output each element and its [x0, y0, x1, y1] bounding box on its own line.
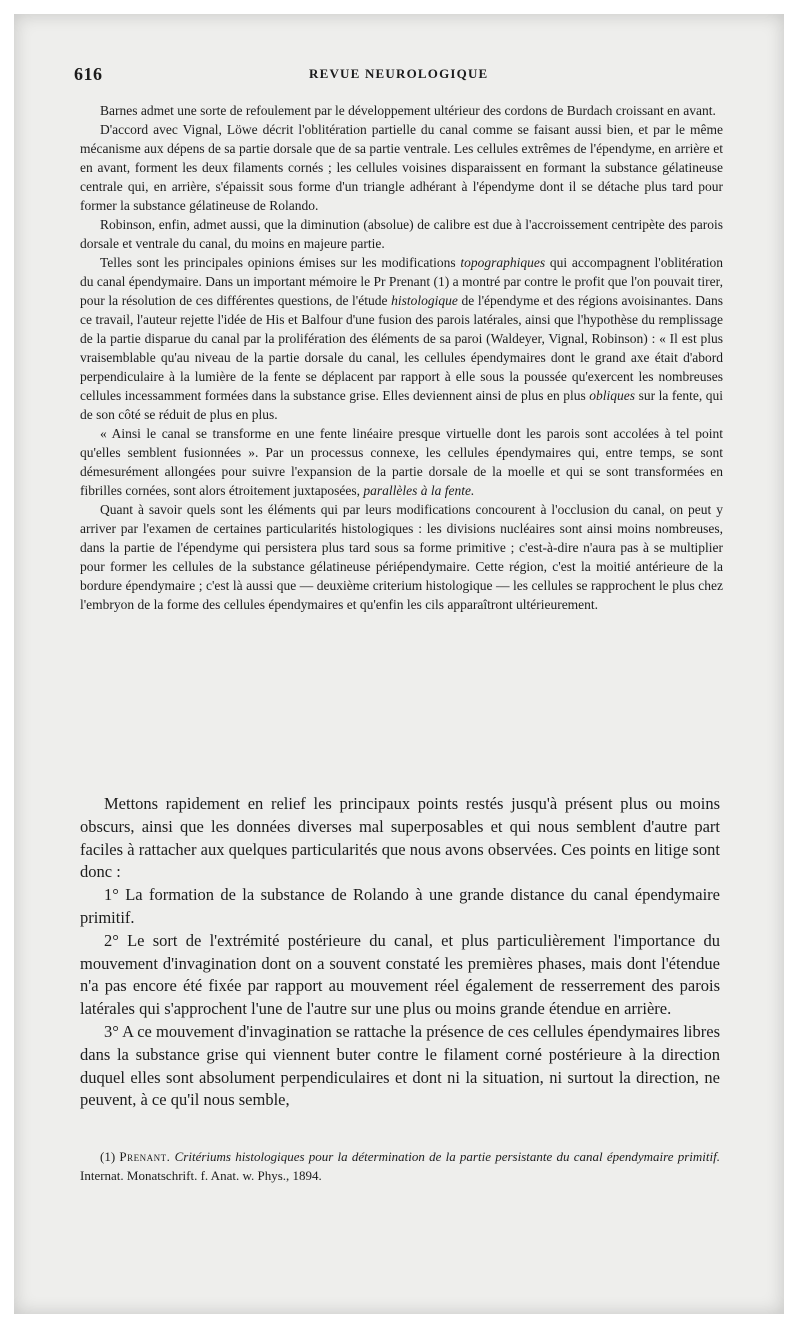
italic-text: histologique: [391, 293, 458, 308]
text-run: « Ainsi le canal se transforme en une fente linéaire presque virtuelle dont les parois sont accolées à tel point qu'elles semblent fusionnées ». Par un processus connexe, les cellules épendymaires qui, entre temps, se sont démesurément allongées pour suivre l'expansion de la partie dorsale de la moelle et qui se sont transformées en fibrilles cornées, sont alors étroitement juxtaposées,: [80, 426, 723, 498]
footnote-title: Critériums histologiques pour la détermination de la partie persistante du canal épendymaire primitif.: [174, 1149, 720, 1164]
page-number: 616: [74, 64, 103, 84]
text-run: Barnes admet une sorte de refoulement par le développement ultérieur des cordons de Burdach croissant en avant.: [100, 103, 716, 118]
paragraph: [80, 120, 723, 215]
footnote-reference: Internat. Monatschrift. f. Anat. w. Phys., 1894.: [80, 1168, 322, 1183]
paragraph: [80, 253, 723, 424]
italic-text: parallèles à la fente.: [363, 483, 475, 498]
text-run: Robinson, enfin, admet aussi, que la diminution (absolue) de calibre est due à l'accroissement centripète des parois dorsale et ventrale du canal, du moins en majeure partie.: [80, 217, 723, 251]
paragraph: [80, 500, 723, 614]
italic-text: obliques: [589, 388, 636, 403]
text-run: 1° La formation de la substance de Rolando à une grande distance du canal épendymaire primitif.: [80, 885, 720, 927]
page-header: [74, 64, 724, 86]
footnote-author: Prenant.: [119, 1149, 171, 1164]
paragraph: [80, 101, 723, 120]
text-run: qui accompagnent l'oblitération du canal épendymaire. Dans un important mémoire le Pr Prenant (1) a montré par contre le profit que l'on pouvait tirer, pour la résolution de ces différentes questions, de l'étude: [80, 255, 723, 308]
text-run: de l'épendyme et des régions avoisinantes. Dans ce travail, l'auteur rejette l'idée de His et Balfour d'une fusion des parois latérales, ainsi que l'hypothèse du remplissage de la partie disparue du canal par la prolifération des éléments de sa paroi (Waldeyer, Vignal, Robinson) : « Il est plus vraisemblable qu'au niveau de la partie dorsale du canal, les cellules épendymaires dont le grand axe était d'abord perpendiculaire à la lumière de la fente se déplacent par rapport à elle sous la poussée qu'exercent les nombreuses cellules incessamment formées dans la substance grise. Elles deviennent ainsi de plus en plus: [80, 293, 723, 403]
text-run: 2° Le sort de l'extrémité postérieure du canal, et plus particulièrement l'importance du mouvement d'invagination dont on a souvent constaté les premières phases, mais dont l'étendue n'a pas encore été fixée par rapport au mouvement réel également de resserrement des parois latérales qui s'approchent l'une de l'autre sur une plus ou moins grande étendue en arrière.: [80, 930, 720, 1019]
text-run: 3° A ce mouvement d'invagination se rattache la présence de ces cellules épendymaires libres dans la substance grise qui viennent buter contre le filament corné postérieure à la direction duquel elles sont absolument perpendiculaires et dont ni la situation, ni surtout la direction, ne peuvent, à ce qu'il nous semble,: [80, 1021, 720, 1110]
text-run: Mettons rapidement en relief les principaux points restés jusqu'à présent plus ou moins obscurs, ainsi que les données diverses mal superposables et qui nous semblent d'autre part faciles à rattacher aux quelques particularités que nous avons observées. Ces points en litige sont donc :: [80, 794, 720, 882]
footnote: [80, 1147, 720, 1185]
body-text-large: [80, 793, 720, 1112]
paragraph: [80, 793, 720, 884]
text-run: sur la fente, qui de son côté se réduit de plus en plus.: [80, 388, 723, 422]
text-run: Quant à savoir quels sont les éléments qui par leurs modifications concourent à l'occlusion du canal, on peut y arriver par l'examen de certaines particularités histologiques : les divisions nucléaires sont ainsi moins nombreuses, dans la partie de l'épendyme qui persistera plus tard sous sa forme primitive ; c'est-à-dire n'aura pas à se multiplier pour former les cellules de la substance gélatineuse périépendymaire. Cette région, c'est la moitié antérieure de la bordure épendymaire ; c'est là aussi que — deuxième criterium histologique — les cellules se rapprochent le plus chez l'embryon de la forme des cellules épendymaires et qu'enfin les cils apparaîtront ultérieurement.: [80, 502, 723, 612]
italic-text: topographiques: [460, 255, 546, 270]
text-run: Telles sont les principales opinions émises sur les modifications: [100, 255, 461, 270]
body-text-small: [80, 101, 723, 614]
paragraph: [80, 1021, 720, 1112]
paragraph: [80, 884, 720, 930]
paragraph: [80, 930, 720, 1021]
paragraph: [80, 215, 723, 253]
footnote-marker: (1): [100, 1149, 120, 1164]
paragraph: [80, 424, 723, 500]
running-head: REVUE NEUROLOGIQUE: [309, 66, 489, 81]
text-run: D'accord avec Vignal, Löwe décrit l'oblitération partielle du canal comme se faisant aussi bien, et par le même mécanisme aux dépens de sa partie dorsale que de sa partie ventrale. Les cellules extrêmes de l'épendyme, en arrière et en avant, forment les deux filaments cornés ; les cellules voisines disparaissent en formant la substance gélatineuse centrale qui, en arrière, s'épaissit sous forme d'un triangle adhérant à l'épendyme dont il se détache plus tard pour former la substance gélatineuse de Rolando.: [80, 122, 723, 213]
